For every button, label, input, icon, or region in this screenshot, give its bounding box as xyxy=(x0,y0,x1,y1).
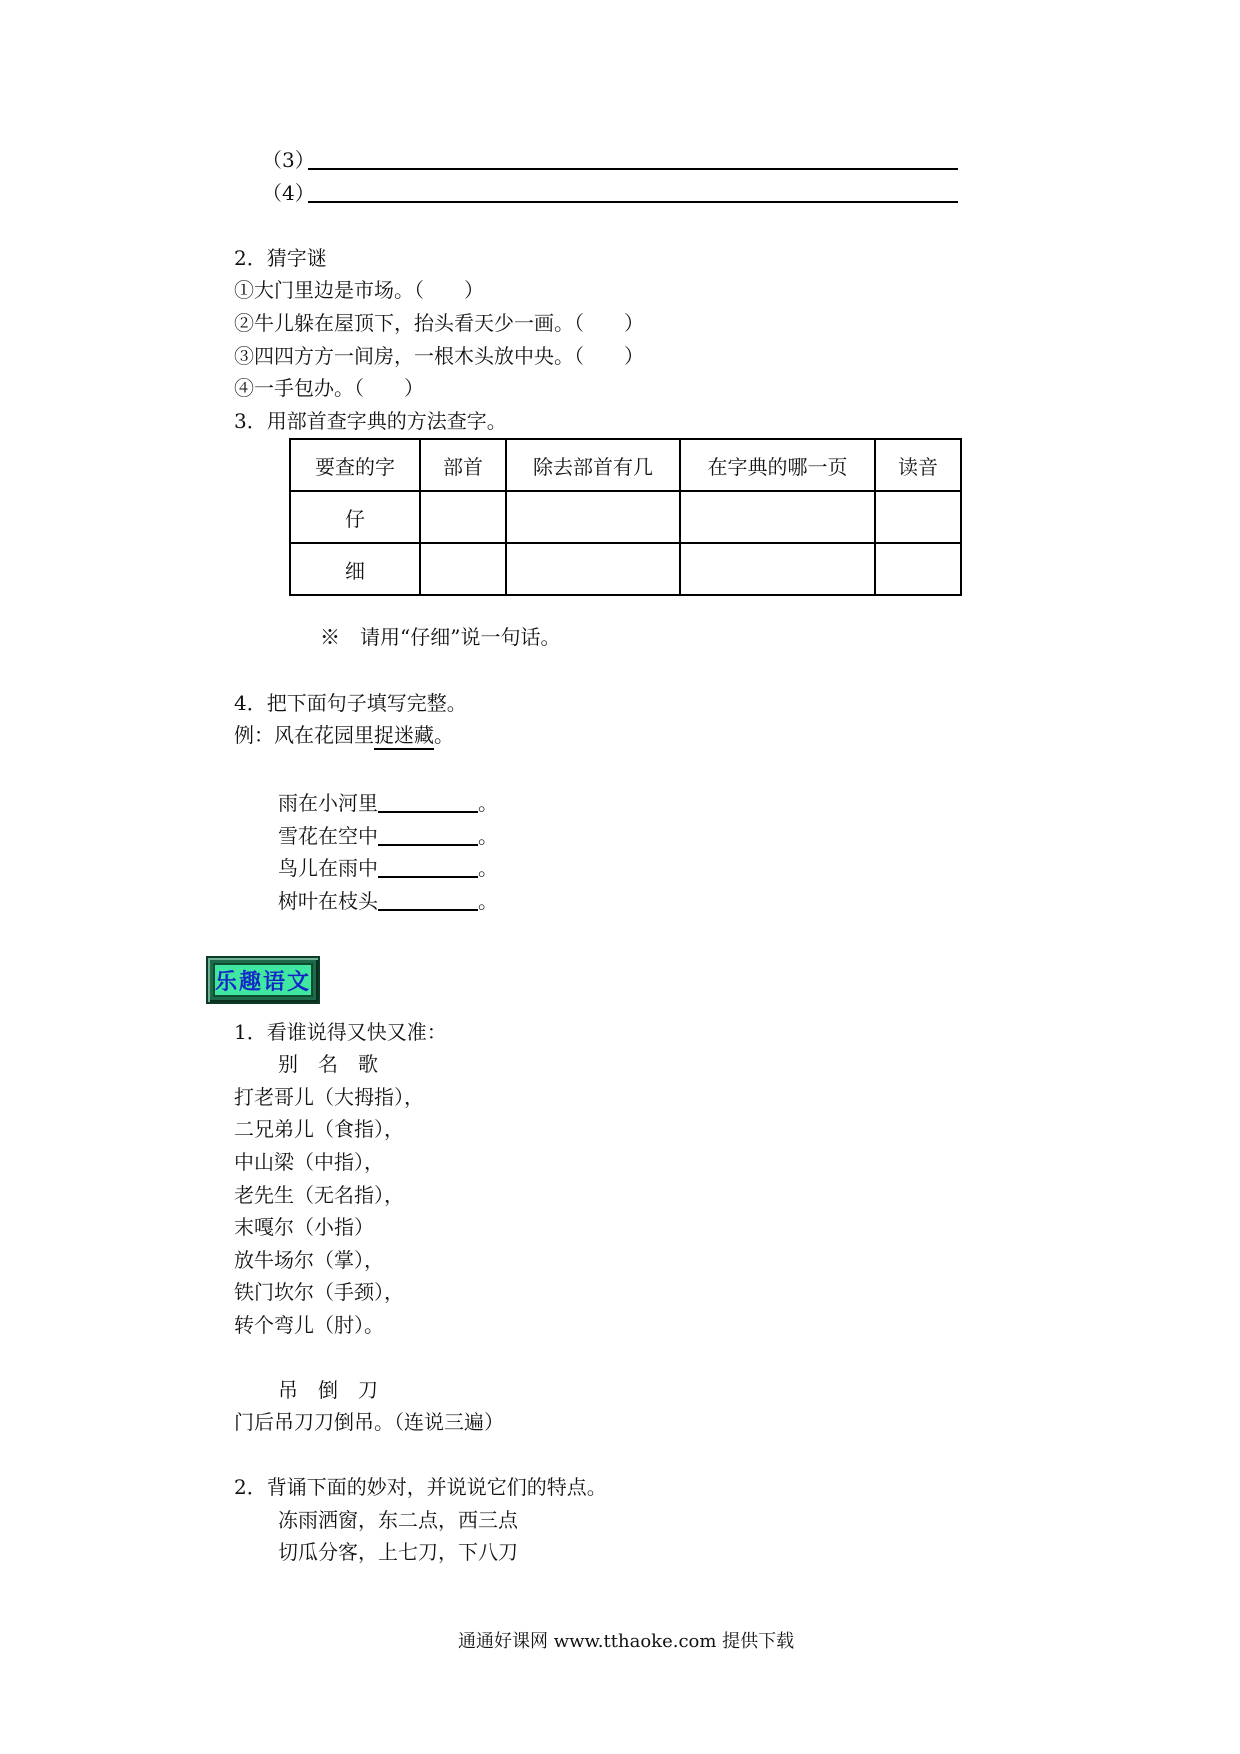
table-row xyxy=(290,491,961,543)
column-header: 读音 xyxy=(875,439,961,491)
sentences-heading: 4．把下面句子填写完整。 xyxy=(234,691,467,715)
fill-item-3-line[interactable] xyxy=(308,168,958,170)
song-line: 老先生（无名指）， xyxy=(234,1183,404,1207)
sentence-item: 鸟儿在雨中 。 xyxy=(278,856,498,880)
table-cell[interactable] xyxy=(420,543,506,595)
table-cell[interactable] xyxy=(420,491,506,543)
song-line: 打老哥儿（大拇指）， xyxy=(234,1085,424,1109)
riddle-item: ③四四方方一间房，一根木头放中央。（ ） xyxy=(234,344,644,368)
table-cell[interactable] xyxy=(875,543,961,595)
riddles-heading: 2．猜字谜 xyxy=(234,246,327,270)
riddle-item: ②牛儿躲在屋顶下，抬头看天少一画。（ ） xyxy=(234,311,644,335)
section-badge-inner xyxy=(213,963,313,997)
table-header-row xyxy=(290,439,961,491)
answer-blank[interactable] xyxy=(378,889,478,911)
table-cell[interactable] xyxy=(680,543,875,595)
sentence-item: 雨在小河里 。 xyxy=(278,791,498,815)
riddle-item: ④一手包办。（ ） xyxy=(234,376,424,400)
fill-item-4-label: （4） xyxy=(262,181,315,205)
dictionary-heading: 3．用部首查字典的方法查字。 xyxy=(234,409,507,433)
fill-item-3-label: （3） xyxy=(262,148,315,172)
table-cell[interactable] xyxy=(506,543,680,595)
song-line: 二兄弟儿（食指）， xyxy=(234,1117,404,1141)
table-cell[interactable] xyxy=(875,491,961,543)
fill-item-4-line[interactable] xyxy=(308,201,958,203)
sentence-item: 雪花在空中 。 xyxy=(278,824,498,848)
riddle-item: ①大门里边是市场。（ ） xyxy=(234,278,484,302)
answer-blank[interactable] xyxy=(378,791,478,813)
song-title: 别 名 歌 xyxy=(278,1052,378,1076)
dictionary-table xyxy=(289,438,962,596)
song-line: 末嘎尔（小指） xyxy=(234,1215,374,1239)
column-header: 要查的字 xyxy=(290,439,420,491)
sentence-item: 树叶在枝头 。 xyxy=(278,889,498,913)
example-suffix: 。 xyxy=(434,723,454,747)
song-line: 转个弯儿（肘）。 xyxy=(234,1313,384,1337)
table-row xyxy=(290,543,961,595)
tongue-twister-title: 吊 倒 刀 xyxy=(278,1378,378,1402)
couplet-line: 冻雨洒窗，东二点，西三点 xyxy=(278,1508,518,1532)
table-cell[interactable] xyxy=(506,491,680,543)
couplets-heading: 2．背诵下面的妙对，并说说它们的特点。 xyxy=(234,1475,607,1499)
answer-blank[interactable] xyxy=(378,824,478,846)
table-cell: 仔 xyxy=(290,491,420,543)
column-header: 部首 xyxy=(420,439,506,491)
answer-blank[interactable] xyxy=(378,856,478,878)
column-header: 在字典的哪一页 xyxy=(680,439,875,491)
fun-heading: 1．看谁说得又快又准： xyxy=(234,1020,447,1044)
page-footer: 通通好课网 www.tthaoke.com 提供下载 xyxy=(458,1631,795,1652)
song-line: 铁门坎尔（手颈）， xyxy=(234,1280,404,1304)
example-prefix: 例：风在花园里 xyxy=(234,723,374,747)
example-underlined: 捉迷藏 xyxy=(374,723,434,750)
column-header: 除去部首有几 xyxy=(506,439,680,491)
table-cell[interactable] xyxy=(680,491,875,543)
sentences-example xyxy=(234,725,454,745)
section-badge-label: 乐趣语文 xyxy=(215,969,312,995)
tongue-twister-line: 门后吊刀刀倒吊。（连说三遍） xyxy=(234,1410,504,1434)
section-badge xyxy=(206,956,320,1004)
song-line: 中山梁（中指）， xyxy=(234,1150,384,1174)
couplet-line: 切瓜分客，上七刀，下八刀 xyxy=(278,1540,518,1564)
dictionary-note: ※ 请用“仔细”说一句话。 xyxy=(320,625,561,649)
table-cell: 细 xyxy=(290,543,420,595)
song-line: 放牛场尔（掌）， xyxy=(234,1248,384,1272)
